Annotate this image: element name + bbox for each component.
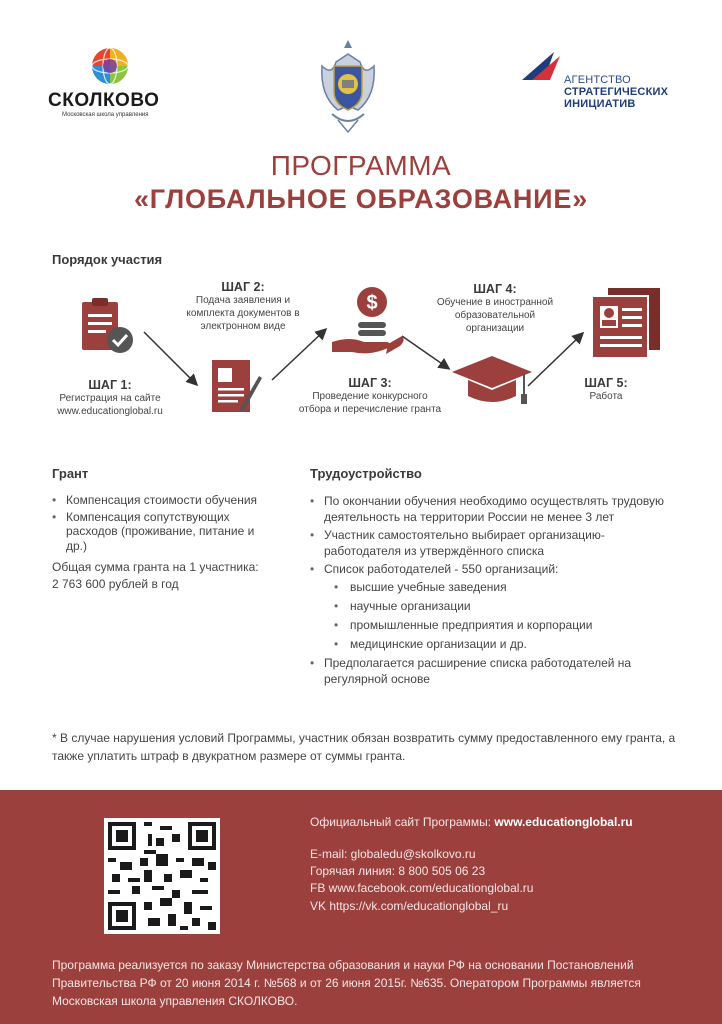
grant-heading: Грант — [52, 466, 89, 481]
step-1-desc-1: Регистрация на сайте — [59, 393, 161, 404]
employment-item: • По окончании обучения необходимо осуществлять трудовую деятельность на территории России не менее 3 лет — [310, 493, 680, 525]
qr-code-icon[interactable] — [104, 818, 220, 934]
arrow-step3-step4 — [402, 336, 448, 368]
step-4-desc-1: Обучение в иностранной — [436, 297, 554, 308]
grant-item: • Компенсация стоимости обучения — [52, 493, 292, 508]
clipboard-check-icon — [80, 296, 136, 356]
employment-item: • Список работодателей - 550 организаций: — [310, 561, 680, 577]
employment-heading: Трудоустройство — [310, 466, 422, 481]
grant-total-value: 2 763 600 рублей в год — [52, 577, 179, 591]
step-1-title: ШАГ 1: — [88, 378, 132, 392]
step-1 — [40, 378, 180, 418]
footer-legal-text: Программа реализуется по заказу Министерства образования и науки РФ на основании Постановлений Правительства РФ от 20 июня 2014 г. №568 и от 26 июня 2015г. №635. Оператором Программы является Московская школа управления СКОЛКОВО. — [52, 958, 641, 1008]
step-2-desc-1: Подача заявления и — [195, 295, 291, 306]
step-5-title: ШАГ 5: — [584, 376, 628, 390]
grant-list — [52, 493, 292, 553]
step-2-desc-2: комплекта документов в — [186, 308, 300, 319]
contact-email[interactable]: E-mail: globaledu@skolkovo.ru — [310, 847, 476, 861]
employment-list — [310, 493, 680, 577]
skolkovo-ball-icon — [90, 46, 130, 86]
employer-type-item: • высшие учебные заведения — [334, 579, 680, 596]
arrow-step2-step3 — [272, 330, 325, 380]
step-4-title: ШАГ 4: — [473, 282, 517, 296]
document-pen-icon — [210, 356, 266, 416]
employment-section — [310, 466, 680, 689]
employer-type-item: • медицинские организации и др. — [334, 636, 680, 653]
penalty-note: * В случае нарушения условий Программы, участник обязан возвратить сумму предоставленного ему гранта, а также уплатить штраф в двукратном размере от суммы гранта. — [52, 731, 676, 763]
asi-line-2: СТРАТЕГИЧЕСКИХ — [564, 86, 669, 98]
official-site-link[interactable]: www.educationglobal.ru — [494, 815, 633, 829]
step-2-title: ШАГ 2: — [221, 280, 265, 294]
employer-type-item: • промышленные предприятия и корпорации — [334, 617, 680, 634]
asi-line-3: ИНИЦИАТИВ — [564, 98, 636, 110]
graduation-cap-icon — [450, 352, 534, 408]
contact-hotline: Горячая линия: 8 800 505 06 23 — [310, 864, 486, 878]
employment-item: • Участник самостоятельно выбирает организацию-работодателя из утверждённого списка — [310, 527, 680, 559]
skolkovo-subtitle: Московская школа управления — [62, 112, 149, 118]
step-3-desc-1: Проведение конкурсного — [312, 391, 428, 402]
step-4 — [420, 282, 570, 335]
step-3-title: ШАГ 3: — [348, 376, 392, 390]
employer-types-list — [334, 579, 680, 653]
skolkovo-wordmark: СКОЛКОВО — [48, 90, 160, 111]
arrow-step1-step2 — [144, 332, 196, 384]
grant-item: • Компенсация сопутствующих расходов (проживание, питание и др.) — [52, 510, 292, 554]
page-title-line-1: ПРОГРАММА — [270, 150, 452, 181]
employment-item: • Предполагается расширение списка работодателей на регулярной основе — [310, 655, 680, 687]
step-3 — [290, 376, 450, 416]
ministry-emblem — [316, 36, 380, 136]
contact-facebook[interactable]: FB www.facebook.com/educationglobal.ru — [310, 881, 534, 895]
step-2 — [168, 280, 318, 333]
step-2-desc-3: электронном виде — [200, 321, 286, 332]
step-4-desc-2: образовательной — [454, 310, 536, 321]
grant-section — [52, 466, 292, 593]
step-3-desc-2: отбора и перечисление гранта — [298, 404, 442, 415]
skolkovo-logo — [48, 44, 178, 124]
page-title-line-2: «ГЛОБАЛЬНОЕ ОБРАЗОВАНИЕ» — [133, 184, 589, 214]
grant-total-label: Общая сумма гранта на 1 участника: — [52, 560, 259, 574]
svg-text:$: $ — [366, 292, 378, 314]
grant-money-icon — [330, 284, 406, 364]
asi-arrow-icon — [520, 50, 564, 86]
step-5 — [566, 376, 646, 403]
procedure-heading: Порядок участия — [52, 252, 163, 267]
official-site-label: Официальный сайт Программы: — [310, 815, 495, 829]
employer-type-item: • научные организации — [334, 598, 680, 615]
asi-logo — [520, 50, 690, 120]
employment-list-tail — [310, 655, 680, 687]
step-1-desc-2: www.educationglobal.ru — [57, 406, 163, 417]
resume-documents-icon — [588, 286, 664, 362]
official-site-line — [310, 814, 633, 831]
asi-line-1: АГЕНТСТВО — [564, 74, 631, 86]
eagle-emblem-icon — [316, 36, 380, 136]
contact-vk[interactable]: VK https://vk.com/educationglobal_ru — [310, 899, 509, 913]
step-5-desc-1: Работа — [589, 391, 623, 402]
step-4-desc-3: организации — [465, 323, 525, 334]
